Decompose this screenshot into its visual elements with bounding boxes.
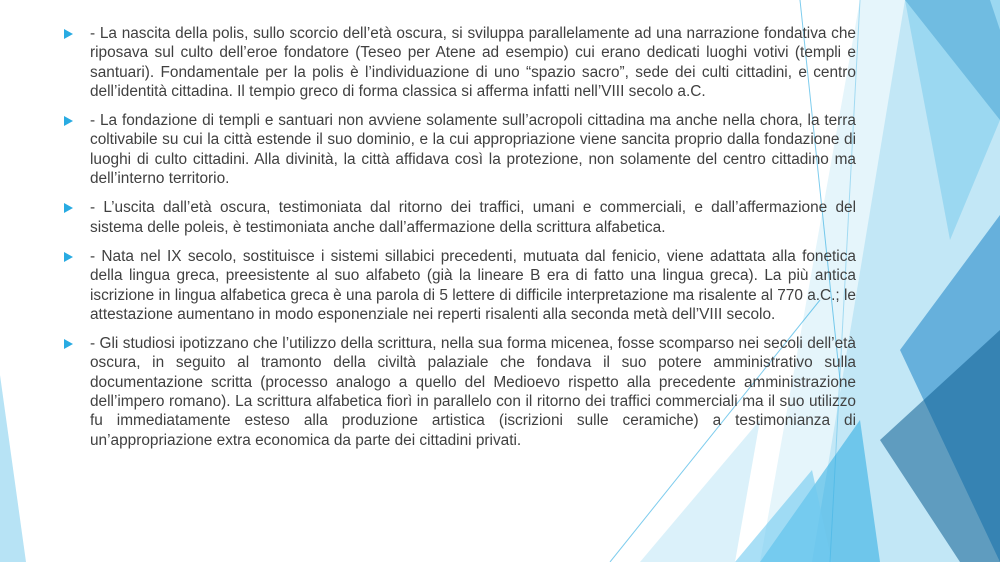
bullet-item — [64, 24, 856, 101]
triangle-bullet-icon — [64, 29, 73, 39]
triangle-bullet-icon — [64, 203, 73, 213]
triangle-bullet-icon — [64, 252, 73, 262]
triangle-bullet-icon — [64, 339, 73, 349]
bullet-item — [64, 334, 856, 450]
bullet-item — [64, 198, 856, 237]
bullet-list — [64, 24, 856, 460]
bullet-text: - L’uscita dall’età oscura, testimoniata dal ritorno dei traffici, umani e commerciali, e dall’affermazione del sistema delle poleis, è testimoniata anche dall’affermazione della scrittura alfabetica. — [90, 199, 856, 236]
bullet-text: - Gli studiosi ipotizzano che l’utilizzo della scrittura, nella sua forma micenea, fosse scomparso nei secoli dell’età oscura, in seguito al tramonto della civiltà palaziale che fondava il suo potere amministrativo sulla documentazione scritta (processo analogo a quello del Medioevo rispetto alla precedente amministrazione dell’impero romano). La scrittura alfabetica fiorì in parallelo con il ritorno dei traffici commerciali ma il suo utilizzo fu immediatamente esteso alla produzione artistica (iscrizioni sulle ceramiche) a testimonianza di un’appropriazione extra economica da parte dei cittadini privati. — [90, 335, 856, 449]
left-accent-shape — [0, 375, 26, 562]
bullet-item — [64, 247, 856, 324]
bullet-item — [64, 111, 856, 188]
bullet-text: - Nata nel IX secolo, sostituisce i sistemi sillabici precedenti, mutuata dal fenicio, viene adattata alla fonetica della lingua greca, preesistente al suo alfabeto (già la lineare B era di fatto una lingua greca). La più antica iscrizione in lingua alfabetica greca è una parola di 5 lettere di difficile interpretazione ma risalente al 770 a.C.; le attestazione aumentano in modo esponenziale nei reperti risalenti alla seconda metà dell’VIII secolo. — [90, 247, 856, 323]
triangle-bullet-icon — [64, 116, 73, 126]
bullet-text: - La nascita della polis, sullo scorcio dell’età oscura, si sviluppa parallelamente ad una narrazione fondativa che riposava sul culto dell’eroe fondatore (Teseo per Atene ad esempio) cui erano dedicati luoghi votivi (templi e santuari). Fondamentale per la polis è l’individuazione di uno “spazio sacro”, sede dei culti cittadini, e centro dell’identità cittadina. Il tempio greco di forma classica si afferma infatti nell’VIII secolo a.C. — [90, 25, 856, 100]
bullet-text: - La fondazione di templi e santuari non avviene solamente sull’acropoli cittadina ma anche nella chora, la terra coltivabile su cui la città estende il suo dominio, e la cui appropriazione viene sancita proprio dalla fondazione di luoghi di culto cittadini. Alla divinità, la città affidava così la protezione, non solamente del centro cittadino ma dell’interno territorio. — [90, 112, 856, 188]
